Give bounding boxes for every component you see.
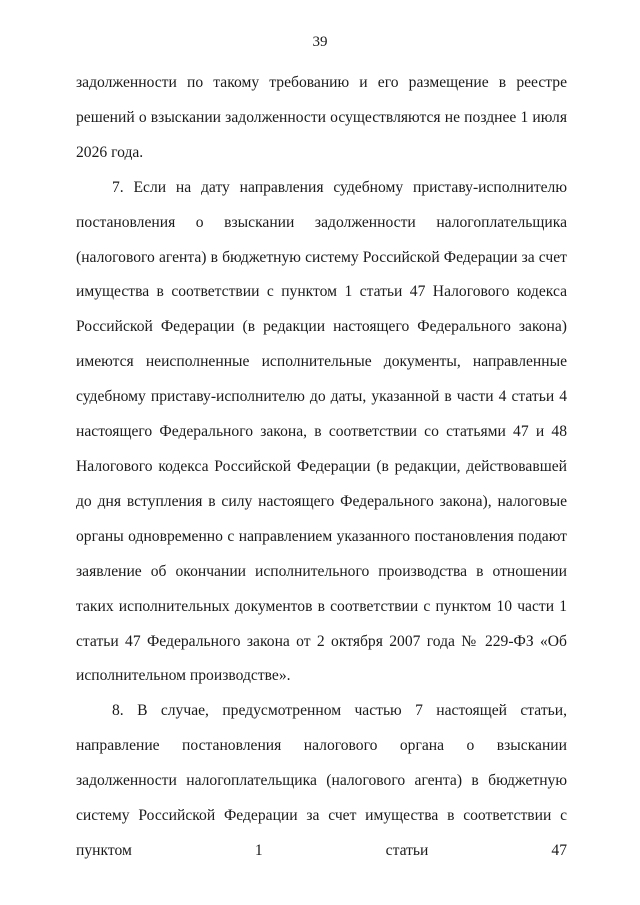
page-number: 39	[312, 34, 328, 50]
paragraph-continuation: задолженности по такому требованию и его размещение в реестре решений о взыскании задолженности осуществляются не позднее 1 июля 2026 года.	[76, 74, 567, 161]
paragraph-item-7: 7. Если на дату направления судебному приставу-исполнителю постановления о взыскании задолженности налогоплательщика (налогового агента) в бюджетную систему Российской Федерации за счет имущества в соответствии с пунктом 1 статьи 47 Налогового кодекса Российской Федерации (в редакции настоящего Федерального закона) имеются неисполненные исполнительные документы, направленные судебному приставу-исполнителю до даты, указанной в части 4 статьи 4 настоящего Федерального закона, в соответствии со статьями 47 и 48 Налогового кодекса Российской Федерации (в редакции, действовавшей до дня вступления в силу настоящего Федерального закона), налоговые органы одновременно с направлением указанного постановления подают заявление об окончании исполнительного производства в отношении таких исполнительных документов в соответствии с пунктом 10 части 1 статьи 47 Федерального закона от 2 октября 2007 года № 229-ФЗ «Об исполнительном производстве».	[76, 178, 567, 685]
paragraph-item-8: 8. В случае, предусмотренном частью 7 настоящей статьи, направление постановления налогового органа о взыскании задолженности налогоплательщика (налогового агента) в бюджетную систему Российской Федерации за счет имущества в соответствии с пунктом 1 статьи 47	[76, 702, 567, 859]
document-body	[76, 66, 567, 869]
